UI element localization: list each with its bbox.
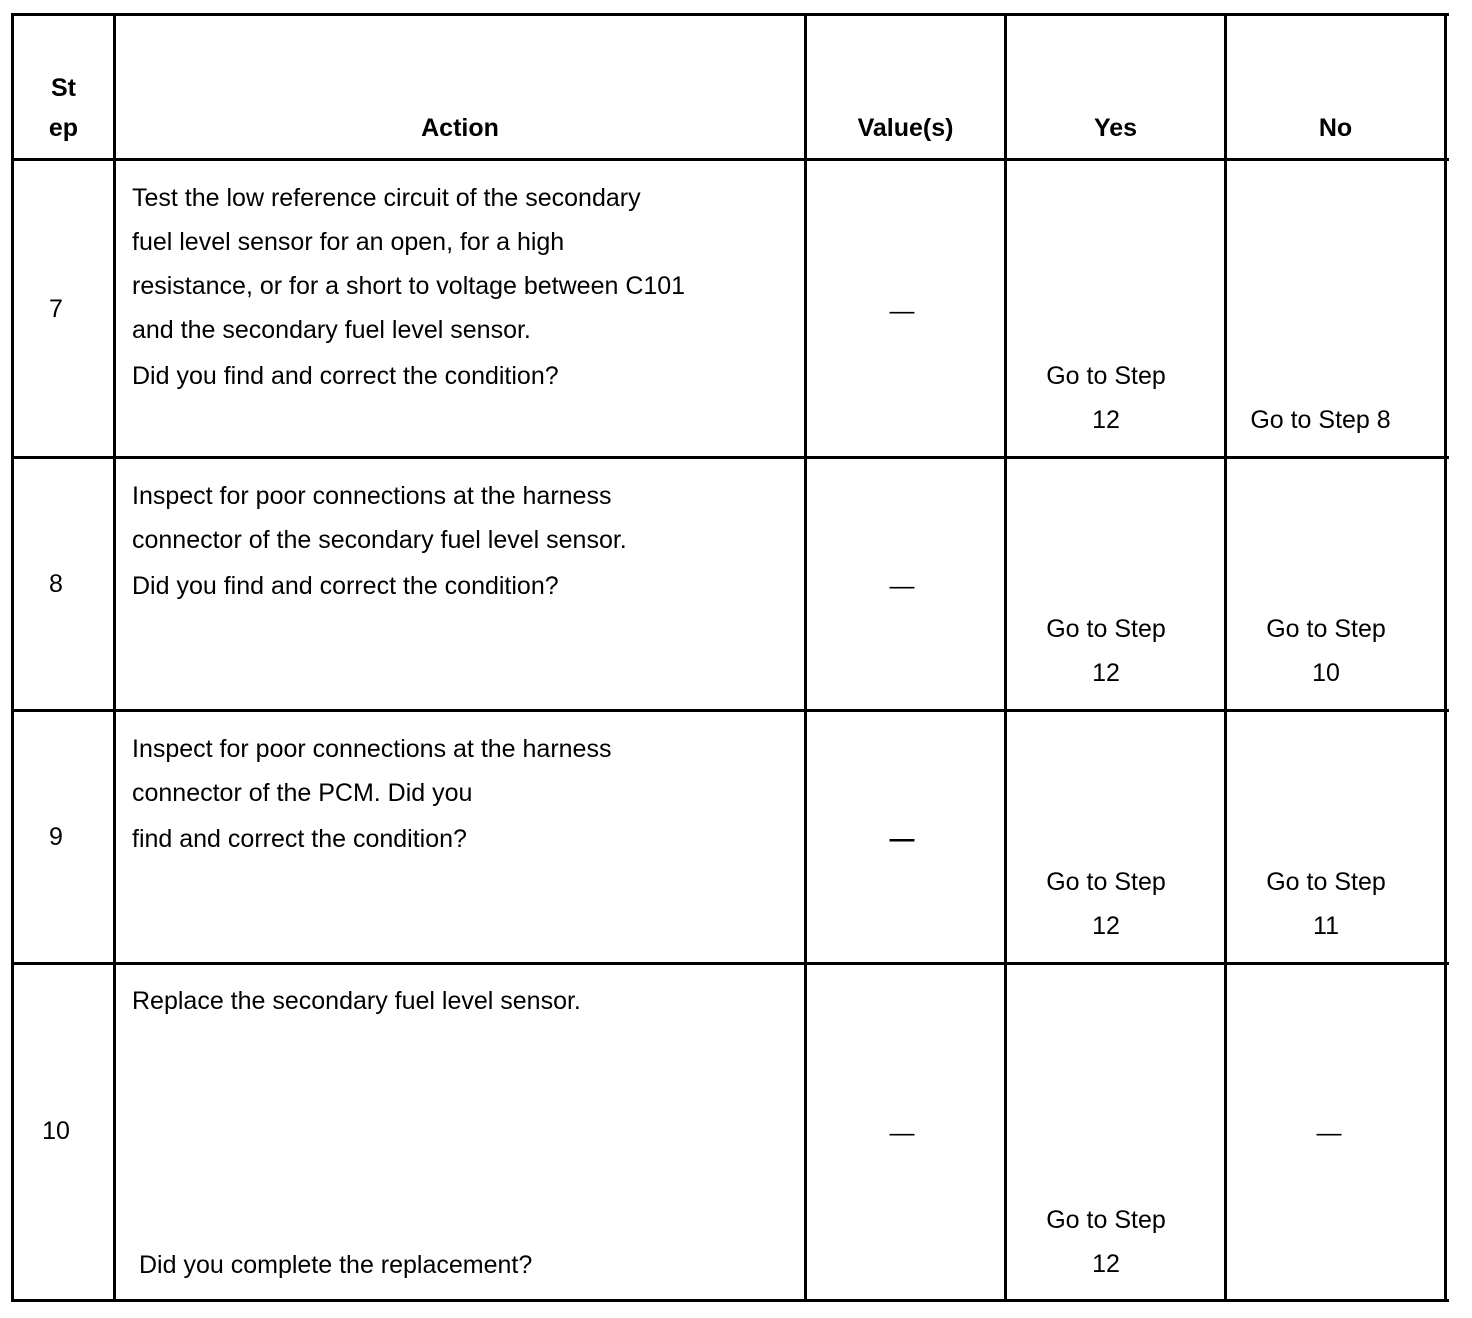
step-number: 8 <box>49 570 63 598</box>
action-line: resistance, or for a short to voltage between C101 <box>132 272 686 300</box>
value-dash: — <box>889 572 915 600</box>
action-text <box>132 474 792 608</box>
no-dash: — <box>1316 1119 1342 1147</box>
table-rule-row-9-bottom <box>11 962 1449 965</box>
no-line: Go to Step 8 <box>1250 406 1391 434</box>
action-line: connector of the secondary fuel level sensor. <box>132 526 627 554</box>
table-rule-right <box>1444 13 1447 1302</box>
action-line: Replace the secondary fuel level sensor. <box>132 987 581 1015</box>
action-line: find and correct the condition? <box>132 825 467 853</box>
header-action: Action <box>421 114 499 142</box>
yes-line: Go to Step <box>1046 1206 1166 1234</box>
value-dash: — <box>889 1119 915 1147</box>
action-line: fuel level sensor for an open, for a high <box>132 228 565 256</box>
yes-go-to-step <box>1007 1198 1205 1286</box>
yes-line: Go to Step <box>1046 362 1166 390</box>
action-line: Test the low reference circuit of the secondary <box>132 184 641 212</box>
yes-line: 12 <box>1092 406 1120 434</box>
value-dash: — <box>889 297 915 325</box>
action-line: connector of the PCM. Did you <box>132 779 473 807</box>
table-rule-header-bottom <box>11 158 1449 161</box>
table-rule-row-7-bottom <box>11 456 1449 459</box>
action-line: Inspect for poor connections at the harness <box>132 735 612 763</box>
yes-line: 12 <box>1092 659 1120 687</box>
action-text <box>132 176 792 398</box>
yes-line: 12 <box>1092 912 1120 940</box>
header-no: No <box>1318 114 1353 142</box>
no-go-to-step <box>1227 607 1425 695</box>
action-line: Did you find and correct the condition? <box>132 362 559 390</box>
yes-line: 12 <box>1092 1250 1120 1278</box>
table-rule-step-action <box>113 13 116 1302</box>
table-rule-action-value <box>804 13 807 1302</box>
no-line: 11 <box>1313 912 1339 940</box>
step-number: 7 <box>49 295 63 323</box>
value-dash: — <box>889 825 915 853</box>
yes-go-to-step <box>1007 607 1205 695</box>
table-rule-top <box>11 13 1449 16</box>
header-step-line-1: St <box>51 74 76 102</box>
no-go-to-step <box>1227 860 1425 948</box>
table-rule-row-8-bottom <box>11 709 1449 712</box>
no-go-to-step <box>1227 398 1414 442</box>
yes-go-to-step <box>1007 860 1205 948</box>
action-footer: Did you complete the replacement? <box>139 1251 533 1279</box>
action-text <box>132 979 792 1023</box>
action-line: and the secondary fuel level sensor. <box>132 316 531 344</box>
no-line: Go to Step <box>1266 615 1386 643</box>
no-line: 10 <box>1312 659 1340 687</box>
yes-line: Go to Step <box>1046 868 1166 896</box>
yes-go-to-step <box>1007 354 1205 442</box>
action-line: Inspect for poor connections at the harness <box>132 482 612 510</box>
step-number: 10 <box>42 1117 70 1145</box>
action-text <box>132 727 792 861</box>
table-rule-bottom <box>11 1299 1449 1302</box>
header-values: Value(s) <box>857 114 954 142</box>
yes-line: Go to Step <box>1046 615 1166 643</box>
header-yes: Yes <box>1093 114 1138 142</box>
action-line: Did you find and correct the condition? <box>132 572 559 600</box>
header-step <box>14 68 113 148</box>
header-step-line-2: ep <box>48 114 79 142</box>
step-number: 9 <box>49 823 63 851</box>
no-line: Go to Step <box>1266 868 1386 896</box>
